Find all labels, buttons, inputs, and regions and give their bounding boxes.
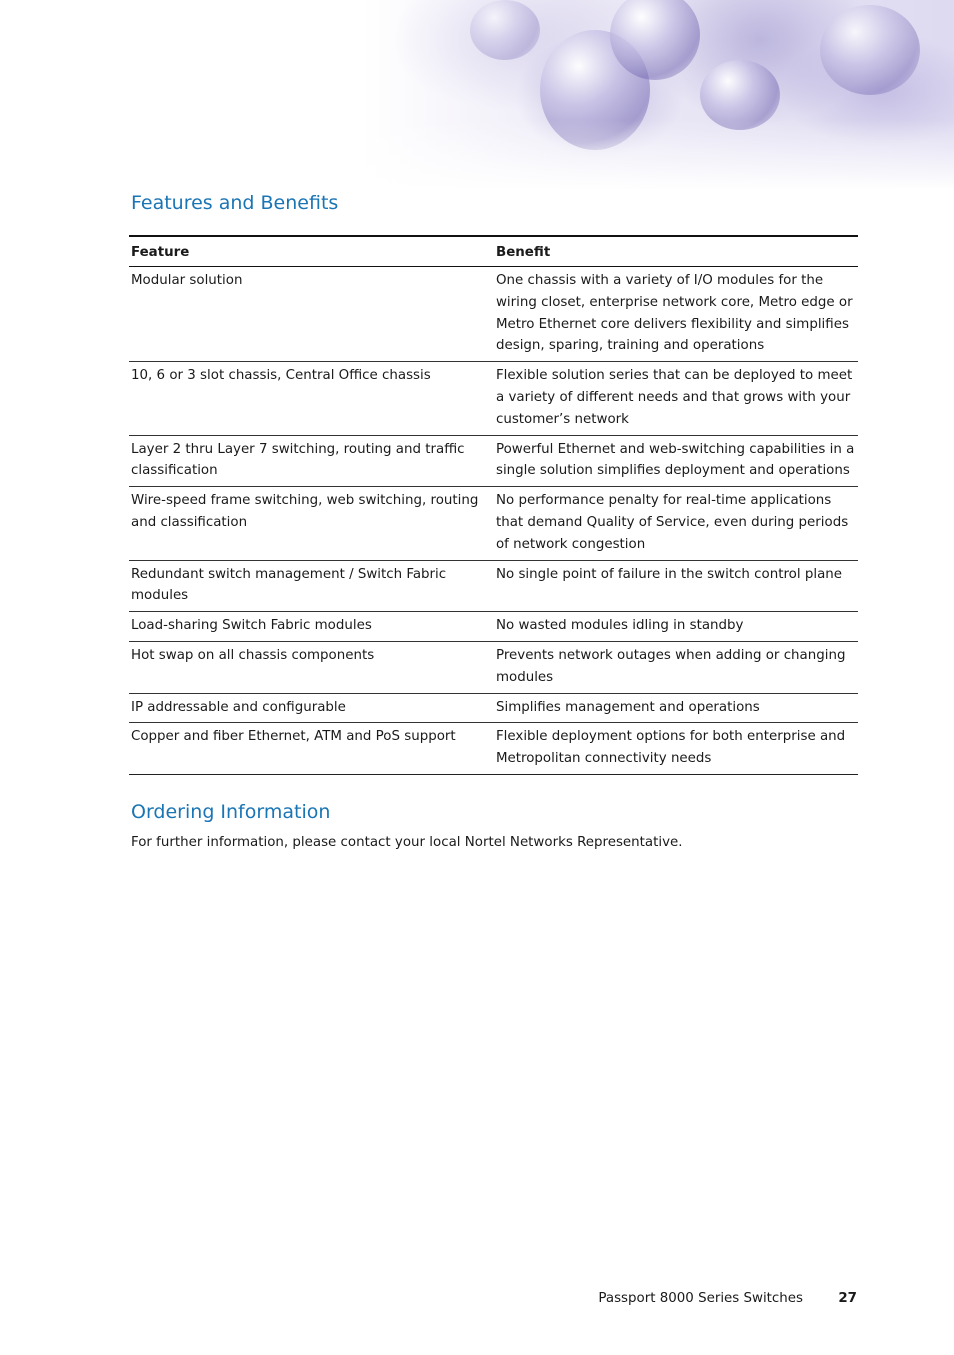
page-number: 27 bbox=[838, 1291, 857, 1306]
feature-cell: Wire-speed frame switching, web switching, routing and classification bbox=[129, 487, 494, 560]
benefit-cell: Flexible deployment options for both enterprise and Metropolitan connectivity needs bbox=[494, 723, 858, 775]
benefit-cell: Simplifies management and operations bbox=[494, 693, 858, 723]
header-decorative-image bbox=[0, 0, 954, 190]
feature-cell: Load-sharing Switch Fabric modules bbox=[129, 612, 494, 642]
feature-cell: Hot swap on all chassis components bbox=[129, 641, 494, 693]
table-row bbox=[129, 435, 858, 487]
table-row bbox=[129, 267, 858, 362]
features-benefits-table bbox=[129, 235, 858, 775]
table-header-row bbox=[129, 236, 858, 267]
feature-cell: 10, 6 or 3 slot chassis, Central Office chassis bbox=[129, 362, 494, 435]
feature-cell: Copper and fiber Ethernet, ATM and PoS support bbox=[129, 723, 494, 775]
table-row bbox=[129, 487, 858, 560]
feature-column-header: Feature bbox=[129, 236, 494, 267]
benefit-cell: No performance penalty for real-time applications that demand Quality of Service, even during periods of network congestion bbox=[494, 487, 858, 560]
feature-cell: Modular solution bbox=[129, 267, 494, 362]
table-row bbox=[129, 723, 858, 775]
feature-cell: IP addressable and configurable bbox=[129, 693, 494, 723]
benefit-cell: Powerful Ethernet and web-switching capabilities in a single solution simplifies deployment and operations bbox=[494, 435, 858, 487]
table-row bbox=[129, 693, 858, 723]
header-orb bbox=[820, 5, 920, 95]
header-orb bbox=[700, 60, 780, 130]
ordering-information-heading: Ordering Information bbox=[131, 801, 331, 823]
table-row bbox=[129, 612, 858, 642]
benefit-column-header: Benefit bbox=[494, 236, 858, 267]
benefit-cell: No single point of failure in the switch control plane bbox=[494, 560, 858, 612]
header-orb bbox=[610, 0, 700, 80]
footer-document-title: Passport 8000 Series Switches bbox=[598, 1291, 803, 1306]
benefit-cell: One chassis with a variety of I/O modules for the wiring closet, enterprise network core, Metro edge or Metro Ethernet core delivers flexibility and simplifies design, sparing, training and operations bbox=[494, 267, 858, 362]
ordering-information-text: For further information, please contact your local Nortel Networks Representative. bbox=[131, 835, 683, 850]
benefit-cell: Prevents network outages when adding or changing modules bbox=[494, 641, 858, 693]
table-row bbox=[129, 641, 858, 693]
table-row bbox=[129, 362, 858, 435]
feature-cell: Layer 2 thru Layer 7 switching, routing and traffic classification bbox=[129, 435, 494, 487]
features-benefits-heading: Features and Benefits bbox=[131, 192, 339, 214]
feature-cell: Redundant switch management / Switch Fabric modules bbox=[129, 560, 494, 612]
benefit-cell: Flexible solution series that can be deployed to meet a variety of different needs and that grows with your customer’s network bbox=[494, 362, 858, 435]
header-orb bbox=[470, 0, 540, 60]
benefit-cell: No wasted modules idling in standby bbox=[494, 612, 858, 642]
table-row bbox=[129, 560, 858, 612]
